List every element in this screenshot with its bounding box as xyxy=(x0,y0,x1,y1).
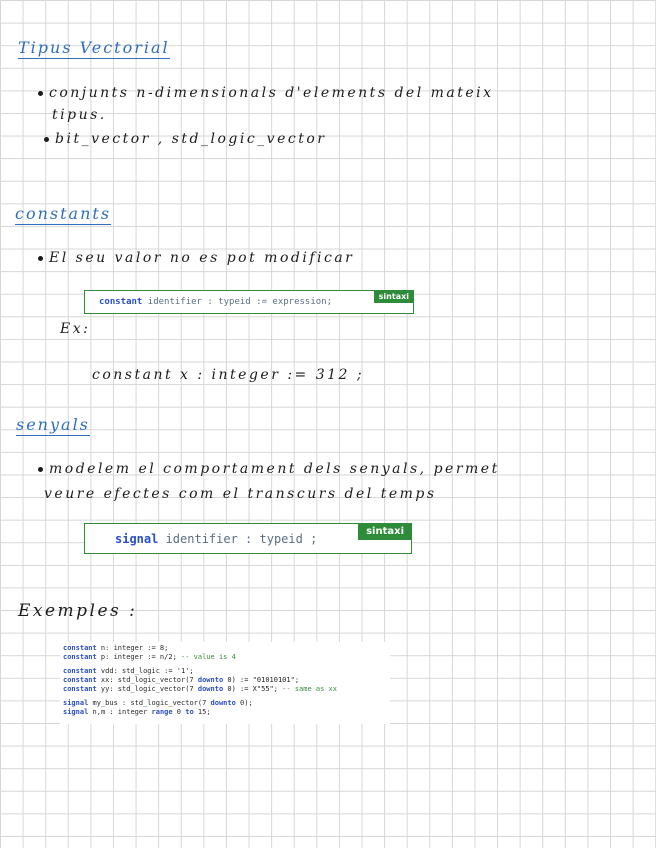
syntax-code: constant identifier : typeid := expression; xyxy=(99,297,333,307)
bullet-icon xyxy=(38,467,43,472)
code-line: signal my_bus : std_logic_vector(7 downto 0); xyxy=(63,699,253,707)
bullet-icon xyxy=(44,137,49,142)
list-item: bit_vector , std_logic_vector xyxy=(44,131,326,147)
syntax-tag: sintaxi xyxy=(374,290,414,303)
code-line: constant yy: std_logic_vector(7 downto 0) := X"55"; -- same as xx xyxy=(63,685,337,693)
list-item: modelem el comportament dels senyals, permet xyxy=(38,461,500,477)
code-line: constant p: integer := n/2; -- value is 4 xyxy=(63,653,236,661)
heading-senyals: senyals xyxy=(16,415,90,434)
heading-constants: constants xyxy=(15,204,112,223)
syntax-code: signal identifier : typeid ; xyxy=(115,531,318,546)
constant-syntax-box xyxy=(84,290,414,314)
examples-code-block xyxy=(60,642,390,724)
list-item: El seu valor no es pot modificar xyxy=(38,250,354,266)
list-item-continuation: veure efectes com el transcurs del temps xyxy=(44,486,437,502)
bullet-icon xyxy=(38,256,43,261)
example-label: Ex: xyxy=(60,321,91,337)
code-line: signal n,m : integer range 0 to 15; xyxy=(63,708,211,716)
list-item: conjunts n-dimensionals d'elements del mateix xyxy=(38,85,494,101)
list-item-continuation: tipus. xyxy=(52,107,107,123)
syntax-tag: sintaxi xyxy=(358,523,412,540)
heading-exemples: Exemples : xyxy=(18,601,138,621)
signal-syntax-box xyxy=(84,523,412,554)
bullet-icon xyxy=(38,91,43,96)
heading-tipus-vectorial: Tipus Vectorial xyxy=(18,38,170,57)
example-code: constant x : integer := 312 ; xyxy=(92,367,365,383)
code-line: constant xx: std_logic_vector(7 downto 0) := "01010101"; xyxy=(63,676,300,684)
code-line: constant n: integer := 8; xyxy=(63,644,169,652)
code-line: constant vdd: std_logic := '1'; xyxy=(63,667,194,675)
